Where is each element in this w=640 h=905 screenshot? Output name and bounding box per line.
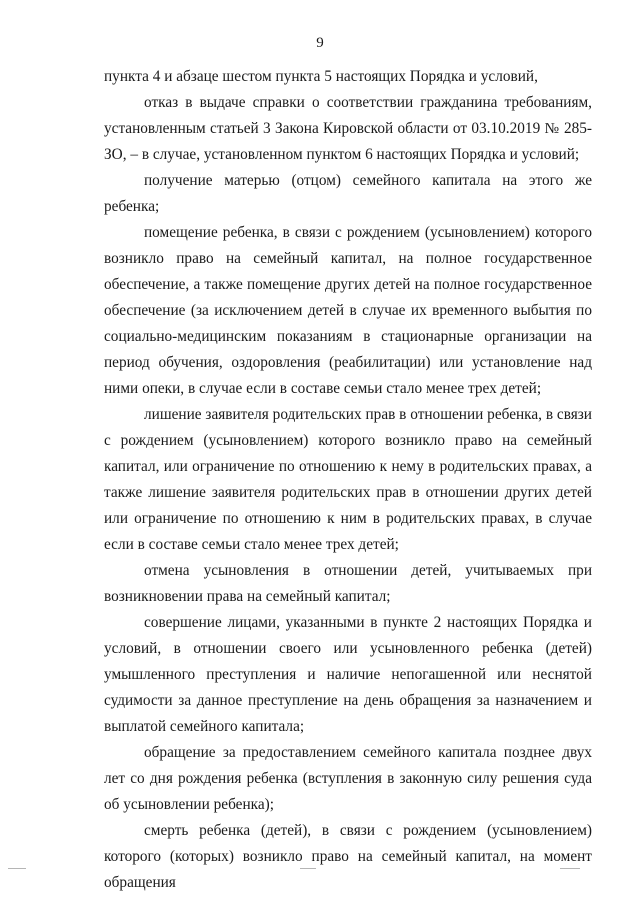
paragraph-parental-rights: лишение заявителя родительских прав в отношении ребенка, в связи с рождением (усыновлением) которого возникло право на семейный капитал, или ограничение по отношению к нему в родительских правах, а также лишение заявителя родительских прав в отношении других детей или ограничение по отношению к ним в родительских правах, в случае если в составе семьи стало менее трех детей; [104, 406, 592, 553]
paragraph-capital-received: получение матерью (отцом) семейного капитала на этого же ребенка; [104, 172, 592, 215]
paragraph-crime: совершение лицами, указанными в пункте 2 настоящих Порядка и условий, в отношении своего или усыновленного ребенка (детей) умышленного преступления и наличие непогашенной или неснятой судимости за данное преступление на день обращения за назначением и выплатой семейного капитала; [104, 614, 592, 735]
paragraph-certificate-refusal: отказ в выдаче справки о соответствии гражданина требованиям, установленным статьей 3 Закона Кировской области от 03.10.2019 № 285-ЗО, – в случае, установленном пунктом 6 настоящих Порядка и условий; [104, 94, 592, 163]
scan-artifact [300, 868, 316, 869]
paragraph-state-care: помещение ребенка, в связи с рождением (усыновлением) которого возникло право на семейный капитал, на полное государственное обеспечение, а также помещение других детей на полное государственное обеспечение (за исключением детей в случае их временного выбытия по социально-медицинским показаниям в стационарные организации на период обучения, оздоровления (реабилитации) или установление над ними опеки, в случае если в составе семьи стало менее трех детей; [104, 224, 592, 397]
paragraph-child-death: смерть ребенка (детей), в связи с рождением (усыновлением) которого (которых) возникло право на семейный капитал, на момент обращения [104, 822, 592, 891]
document-body [104, 64, 592, 896]
paragraph-adoption-cancel: отмена усыновления в отношении детей, учитываемых при возникновении права на семейный капитал; [104, 562, 592, 605]
paragraph-late-application: обращение за предоставлением семейного капитала позднее двух лет со дня рождения ребенка (вступления в законную силу решения суда об усыновлении ребенка); [104, 744, 592, 813]
scan-artifact [8, 868, 26, 869]
scan-artifact [560, 868, 580, 869]
page-number: 9 [316, 35, 324, 51]
paragraph-continuation: пункта 4 и абзаце шестом пункта 5 настоящих Порядка и условий, [104, 68, 538, 85]
